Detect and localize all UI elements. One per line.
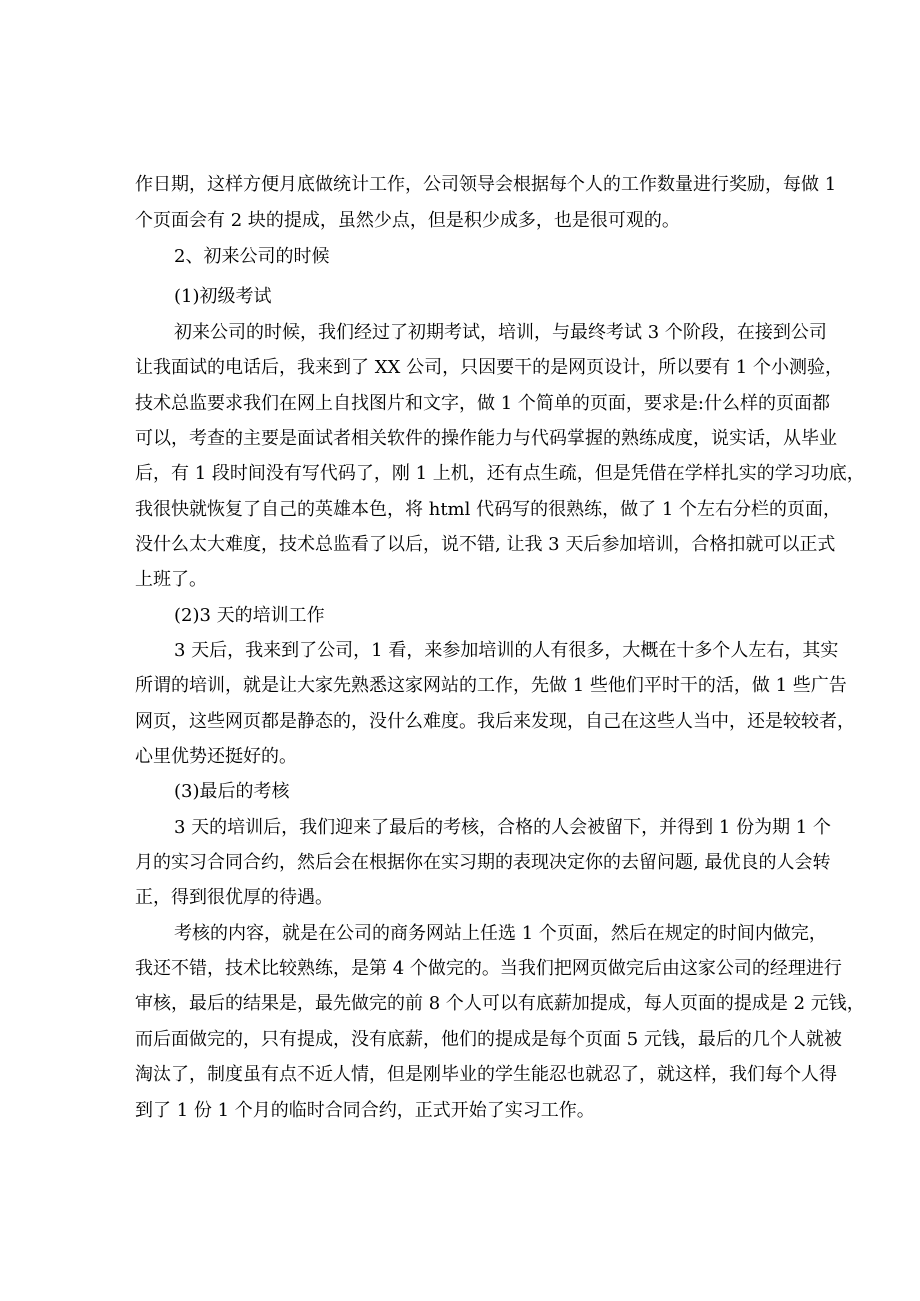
paragraph-line: 我很快就恢复了自己的英雄本色，将 html 代码写的很熟练，做了 1 个左右分栏的页面，: [135, 499, 841, 520]
paragraph-line: 心里优势还挺好的。: [135, 746, 297, 767]
subsection-heading: (2)3 天的培训工作: [174, 605, 325, 626]
paragraph-line: 作日期，这样方便月底做统计工作，公司领导会根据每个人的工作数量进行奖励，每做 1: [135, 174, 837, 195]
paragraph-line: 到了 1 份 1 个月的临时合同合约，正式开始了实习工作。: [135, 1100, 595, 1121]
paragraph-line: 3 天后，我来到了公司，1 看，来参加培训的人有很多，大概在十多个人左右，其实: [174, 640, 839, 661]
paragraph-line: 让我面试的电话后，我来到了 XX 公司，只因要干的是网页设计，所以要有 1 个小测验，: [135, 357, 843, 378]
subsection-heading: (1)初级考试: [174, 286, 272, 307]
paragraph-line: 我还不错，技术比较熟练，是第 4 个做完的。当我们把网页做完后由这家公司的经理进行: [135, 958, 842, 979]
paragraph-line: 初来公司的时候，我们经过了初期考试，培训，与最终考试 3 个阶段，在接到公司: [174, 322, 827, 343]
paragraph-line: 正，得到很优厚的待遇。: [135, 887, 333, 908]
paragraph-line: 上班了。: [135, 569, 207, 590]
paragraph-line: 淘汰了，制度虽有点不近人情，但是刚毕业的学生能忍也就忍了，就这样，我们每个人得: [135, 1064, 837, 1085]
paragraph-line: 3 天的培训后，我们迎来了最后的考核，合格的人会被留下，并得到 1 份为期 1 个: [174, 817, 831, 838]
paragraph-line: 个页面会有 2 块的提成，虽然少点，但是积少成多，也是很可观的。: [135, 210, 680, 231]
paragraph-line: 没什么太大难度，技术总监看了以后，说不错, 让我 3 天后参加培训，合格扣就可以正式: [135, 534, 836, 555]
paragraph-line: 可以，考查的主要是面试者相关软件的操作能力与代码掌握的熟练成度，说实话，从毕业: [135, 428, 837, 449]
paragraph-line: 所谓的培训，就是让大家先熟悉这家网站的工作，先做 1 些他们平时干的活，做 1 些广告: [135, 675, 847, 696]
paragraph-line: 审核，最后的结果是，最先做完的前 8 个人可以有底薪加提成，每人页面的提成是 2 元钱，: [135, 993, 865, 1014]
paragraph-line: 后，有 1 段时间没有写代码了，刚 1 上机，还有点生疏，但是凭借在学样扎实的学习功底，: [135, 463, 865, 484]
subsection-heading: (3)最后的考核: [174, 781, 290, 802]
paragraph-line: 月的实习合同合约，然后会在根据你在实习期的表现决定你的去留问题, 最优良的人会转: [135, 852, 831, 873]
paragraph-line: 网页，这些网页都是静态的，没什么难度。我后来发现，自己在这些人当中，还是较较者，: [135, 711, 855, 732]
paragraph-line: 技术总监要求我们在网上自找图片和文字，做 1 个简单的页面，要求是:什么样的页面都: [135, 393, 830, 414]
paragraph-line: 考核的内容，就是在公司的商务网站上任选 1 个页面，然后在规定的时间内做完，: [174, 923, 827, 944]
paragraph-line: 而后面做完的，只有提成，没有底薪，他们的提成是每个页面 5 元钱，最后的几个人就被: [135, 1029, 842, 1050]
section-heading: 2、初来公司的时候: [174, 246, 330, 267]
